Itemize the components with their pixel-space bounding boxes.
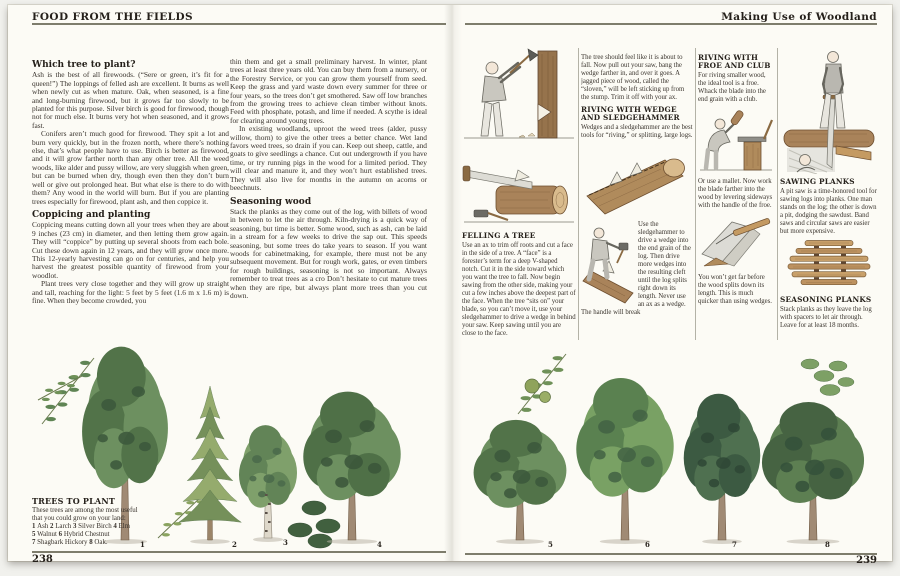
panel-riving-froe: [698, 48, 774, 342]
body-paragraph: Plant trees very close together and they will grow up straight and tall, reaching for the light: 5 feet by 5 feet (1.6 m x 1.6 m) is fine. When they become crowded, you: [32, 279, 229, 305]
trees-illustration-right: [458, 342, 878, 552]
sawing-planks-title: SAWING PLANKS: [780, 177, 855, 186]
right-page-number: 239: [856, 555, 877, 566]
riving-wedge-note: Use the sledgehammer to drive a wedge into the end grain of the log. Then drive more wedges into the resulting cleft until the log splits right down its length. Never use an ax as a wedge. The handle will break: [581, 221, 691, 317]
svg-text:1: 1: [140, 540, 145, 549]
svg-text:7: 7: [732, 540, 737, 549]
left-column-2: [230, 58, 427, 300]
stump-saw-wedge-illustration: [462, 148, 576, 228]
body-paragraph: thin them and get a small preliminary harvest. In winter, plant trees at least three years old. You can buy them from a nursery, or the Forestry Service, or you can grow them yourself from seed. Keep the grass and yard waste down every summer for three or four years, so the trees don’t get smothered. Saw off low branches from the growing trees to achieve clean timber without knots. Feed with phosphate, potash, and lime if needed. A scythe is ideal for clearing around young trees.: [230, 57, 427, 125]
section-heading-seasoning: Seasoning wood: [230, 196, 312, 207]
right-header-rule: [465, 23, 877, 25]
riving-wedge-title: RIVING WITH WEDGE AND SLEDGEHAMMER: [581, 105, 680, 123]
riving-wedge-text: Wedges and a sledgehammer are the best tools for “riving,” or splitting, large logs.: [581, 124, 693, 140]
right-footer-rule: [465, 553, 877, 555]
body-paragraph: In existing woodlands, uproot the weed trees (alder, pussy willow, thorn) to give the other trees a better chance. Wet land favors weed trees, so drain if you can. Keep out sheep, cattle, and goats to give seedlings a chance. Cut out undergrowth if you have time, or try running pigs in the wood for a limited period. They will clear and manure it, and they won’t hurt established trees. They will also live for months in the autumn on acorns or beechnuts.: [230, 124, 427, 193]
felling-caption-title: FELLING A TREE: [462, 231, 536, 240]
section-heading-coppicing: Coppicing and planting: [32, 209, 151, 220]
trees-to-plant-caption: [32, 497, 138, 546]
panel-divider: [777, 48, 778, 340]
book-spread: [8, 5, 892, 566]
riving-froe-title: RIVING WITH FROE AND CLUB: [698, 53, 771, 71]
seasoning-planks-text: Stack planks as they leave the log with spacers to let air through. Leave for at least 18 months.: [780, 305, 872, 329]
felling-caption-text: Use an ax to trim off roots and cut a face in the side of a tree. A “face” is a forester’s term for a deep V-shaped notch. Cut it in the side toward which you want the tree to fall. Now begin sawing from the other side, making your cut a few inches above the deepest part of the face. When the tree “sits on” your blade, so you can’t move it, use your sledgehammer to drive a wedge in behind your saw. Keep sawing until you are close to the face.: [462, 241, 576, 337]
trees-to-plant-title: TREES TO PLANT: [32, 496, 115, 506]
svg-text:8: 8: [825, 540, 830, 549]
panel-riving-wedge: [581, 48, 693, 342]
wedge-hammer-illustration: [581, 223, 635, 307]
froe-mallet-note: Or use a mallet. Now work the blade farther into the wood by levering sideways with the handle of the froe.: [698, 178, 773, 210]
body-paragraph: Conifers aren’t much good for firewood. They spit a lot and burn very quickly, but in the frozen north, where there’s nothing else, that’s what people have to use. Birch is better as firewood, and it will grow farther north than any other tree. All the weed woods, like alder and pussy willow, are very sluggish when green, but can be burned when dry, though even then they don’t burn well or give out prolonged heat. But what else is there to do with them? Any wood in the world will burn. But if you are planting trees especially for firewood, plant ash, and then coppice it.: [32, 129, 229, 206]
left-header-rule: [32, 23, 446, 25]
tree-fall-note: The tree should feel like it is about to fall. Now pull out your saw, bang the wedge farther in, and over it goes. A jagged piece of wood, called the “sloven,” will be left sticking up from the stump. Trim it off with your ax.: [581, 54, 685, 101]
body-paragraph: Stack the planks as they come out of the log, with billets of wood in between to let the air through. Kiln-drying is a quick way of seasoning, but time is better. Some wood, such as ash, can be laid in a stream for a few weeks to drive the sap out. This speeds seasoning, but some trees do take years to season. If you want woods for cabinetmaking, for example, there must not be any subsequent movement. But for rough work, gates, or even timbers for rough buildings, seasoning is not so important. Always remember to treat trees as a cro Don’t hesitate to cut mature trees when they are ripe, but always plant more trees than you cut down.: [230, 206, 427, 300]
sawing-planks-text: A pit saw is a time-honored tool for sawing logs into planks. One man stands on the log; the other is down a pit, dodging the sawdust. Band saws and circular saws are easier but more expensive.: [780, 187, 877, 235]
log-wedges-illustration: [581, 144, 693, 218]
pit-saw-illustration: [781, 48, 877, 174]
svg-text:4: 4: [377, 540, 382, 549]
froe-split-note: You won’t get far before the wood splits down its length. This is much quicker than using wedges.: [698, 274, 772, 306]
trees-to-plant-text: These trees are among the most useful that you could grow on your land: 1 Ash 2 Larch 3 Silver Birch 4 Elm 5 Walnut 6 Hybrid Chestnut 7 Shagbark Hickory 8 Oak.: [32, 506, 138, 546]
panel-divider: [695, 48, 696, 340]
riving-froe-text: For riving smaller wood, the ideal tool is a froe. Whack the blade into the end grain with a club.: [698, 72, 766, 104]
froe-club-illustration: [698, 108, 774, 174]
panel-divider: [578, 48, 579, 340]
body-paragraph: Ash is the best of all firewoods. (“Sere or green, it’s fit for a queen!”) The loppings of felled ash are excellent. It burns as well when newly cut as when mature. Oak, when seasoned, is a fine and long-burning firewood, but it grows far too slowly to be planted for this purpose. Silver birch is good for firewood, though not for much else. It burns very hot when seasoned, and it grows fast.: [32, 70, 229, 130]
wedge-note-block: [581, 221, 693, 317]
left-page-number: 238: [32, 554, 53, 565]
seasoning-planks-title: SEASONING PLANKS: [780, 294, 872, 304]
svg-text:5: 5: [548, 540, 553, 549]
svg-text:2: 2: [232, 540, 237, 549]
section-heading-which-tree: Which tree to plant?: [32, 60, 136, 70]
panel-sawing-seasoning: [780, 48, 877, 342]
svg-text:3: 3: [283, 538, 288, 547]
plank-stack-illustration: [781, 240, 877, 292]
left-column-1: [32, 61, 229, 305]
left-running-head: FOOD FROM THE FIELDS: [32, 11, 193, 23]
felling-axe-illustration: [462, 48, 576, 144]
froe-levering-illustration: [698, 214, 774, 270]
right-running-head: Making Use of Woodland: [721, 11, 877, 23]
panel-felling-a-tree: [462, 48, 576, 342]
body-paragraph: Coppicing means cutting down all your trees when they are about 9 inches (23 cm) in diameter, and then letting them grow again. They will “coppice” by putting up several shoots from each bole. Cut these down again in 12 years, and they will grow once more. This 12-yearly harvesting can go on for centuries, and help you harvest the greatest possible quantity of firewood from your woodlot.: [32, 220, 229, 280]
svg-text:6: 6: [645, 540, 650, 549]
